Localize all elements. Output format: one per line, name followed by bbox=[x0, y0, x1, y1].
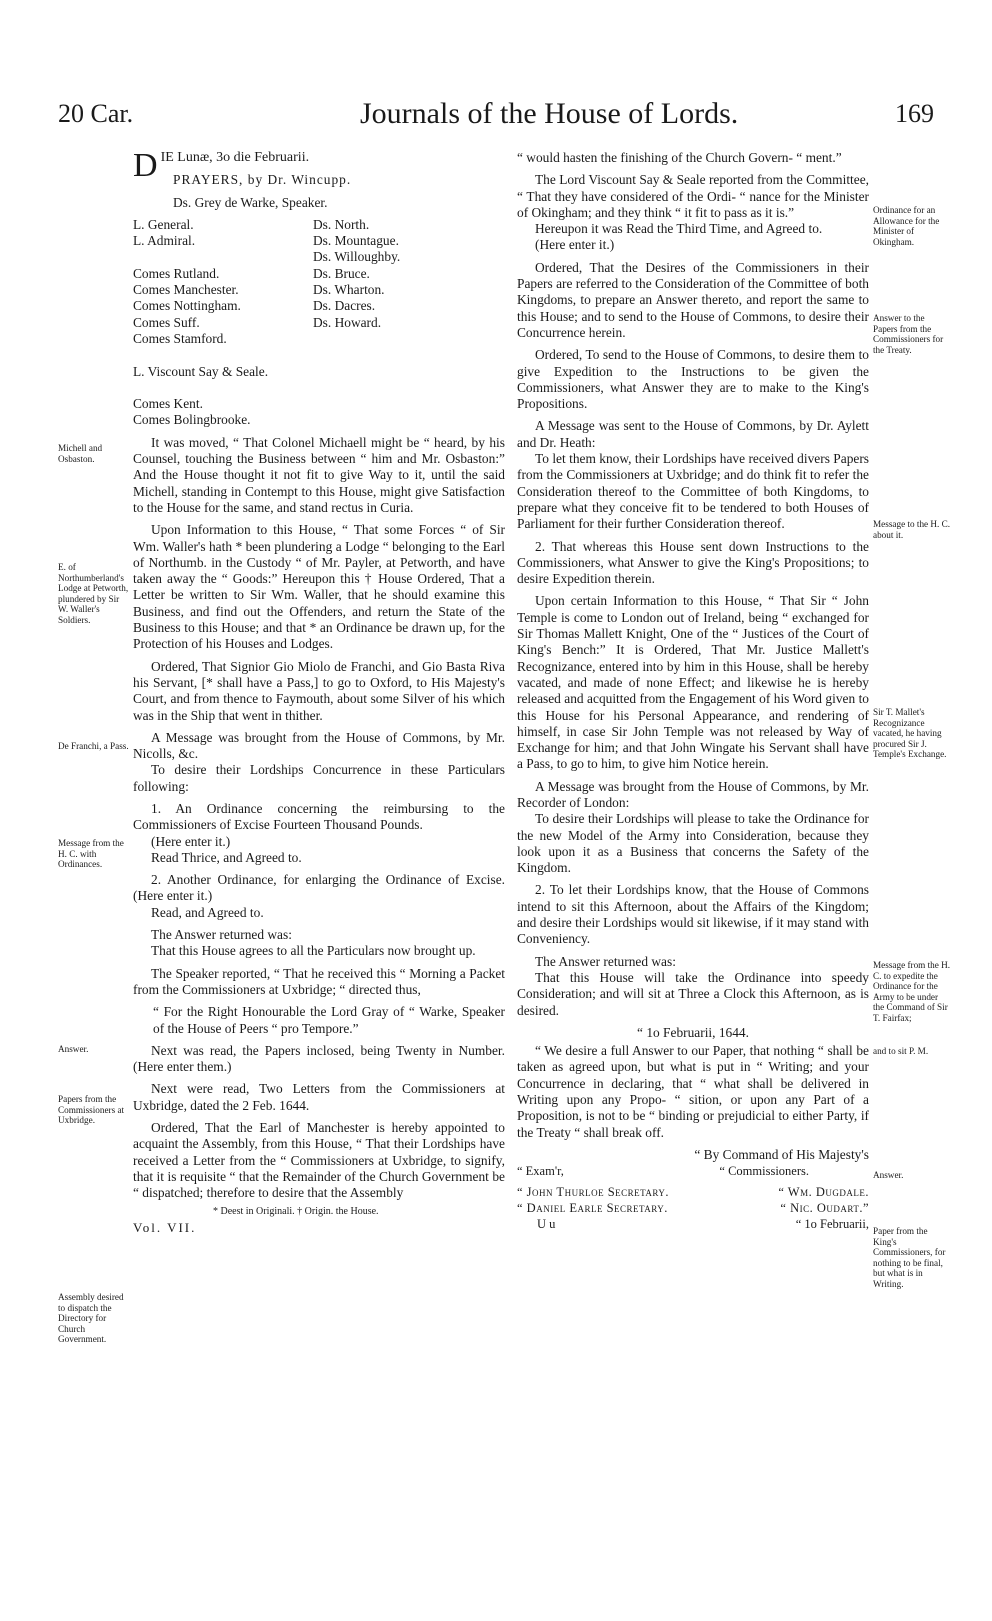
page-title: Journals of the House of Lords. bbox=[360, 97, 739, 130]
entry-message: A Message was brought from the House of Commons, by Mr. Nicolls, &c. bbox=[133, 729, 505, 762]
attendance-roll bbox=[133, 217, 505, 429]
ordinance-one-enter: (Here enter it.) bbox=[151, 833, 231, 849]
margin-note: De Franchi, a Pass. bbox=[58, 741, 129, 751]
roll-column-earls bbox=[133, 217, 313, 429]
roll-entry: Ds. North. bbox=[313, 216, 370, 232]
entry-expedition: Ordered, To send to the House of Commons, to desire them to give Expedition to the Instructions to be given the Commissioners, what Answer they are to make to the King's Propositions. bbox=[517, 347, 869, 412]
entry-okingham: The Lord Viscount Say & Seale reported from the Committee, “ That they have considered of the Ordi- “ nance for the Minister of Okingham; and they think “ it fit to pass as it is.” bbox=[517, 172, 869, 220]
date-line: D IE Lunæ, 3o die Februarii. bbox=[133, 147, 310, 184]
answer-text: That this House will take the Ordinance into speedy Consideration; and will sit at Three a Clock this Afternoon, as is desired. bbox=[517, 969, 869, 1018]
entry-message-desire: To desire their Lordships Concurrence in these Particulars following: bbox=[133, 762, 505, 794]
entry-recorder-second: 2. To let their Lordships know, that the House of Commons intend to sit this Afternoon, about the Affairs of the Kingdom; and desire their Lordships would sit likewise, if it may stand with Conveniency. bbox=[517, 882, 869, 947]
margin-note: Answer. bbox=[58, 1044, 89, 1054]
volume-number: Vol. VII. bbox=[133, 1219, 197, 1235]
margin-note: Message from the H. C. to expedite the Ordinance for the Army to be under the Command of Sir T. Fairfax; bbox=[873, 960, 951, 1023]
papers-read: Next was read, the Papers inclosed, being Twenty in Number. (Here enter them.) bbox=[133, 1042, 505, 1075]
answer-text: That this House agrees to all the Particulars now brought up. bbox=[151, 943, 476, 959]
letter-address: “ For the Right Honourable the Lord Gray of “ Warke, Speaker of the House of Peers “ pro Tempore.” bbox=[153, 1004, 505, 1036]
roll-entry: Ds. Wharton. bbox=[313, 282, 385, 298]
entry-message-sent-body: To let them know, their Lordships have received divers Papers from the Commissioners at Uxbridge; and do think fit to refer the Consideration thereof to the Committee of both Kingdoms, to prepare what they conceive fit to be tendered to both Houses of Parliament for their further Consideration thereof. bbox=[517, 451, 869, 532]
entry-recorder: A Message was brought from the House of Commons, by Mr. Recorder of London: bbox=[517, 778, 869, 810]
signature-row bbox=[517, 1184, 869, 1200]
examiner: “ Exam'r, bbox=[517, 1164, 564, 1179]
by-command: “ By Command of His Majesty's bbox=[694, 1146, 869, 1162]
ordinance-two-read: Read, and Agreed to. bbox=[151, 904, 264, 920]
margin-note: Sir T. Mallet's Recognizance vacated, he having procured Sir J. Temple's Exchange. bbox=[873, 707, 947, 760]
roll-entry: Comes Rutland. bbox=[133, 265, 220, 281]
signature: “ Daniel Earle Secretary. bbox=[517, 1200, 668, 1215]
answer-heading: The Answer returned was: bbox=[151, 927, 292, 943]
margin-note: Message from the H. C. with Ordinances. bbox=[58, 838, 124, 870]
entry-desires: Ordered, That the Desires of the Commissioners in their Papers are referred to the Consideration of the Committee of both Kingdoms, to prepare an Answer thereto, and report the same to this House; and to send to the House of Commons, to desire their Concurrence herein. bbox=[517, 259, 869, 340]
page-number: 169 bbox=[895, 99, 934, 128]
signature-row bbox=[517, 1200, 869, 1216]
speaker-report: The Speaker reported, “ That he received this “ Morning a Packet from the Commissioners at Uxbridge; “ directed thus, bbox=[133, 965, 505, 997]
roll-entry: Comes Nottingham. bbox=[133, 298, 241, 314]
examined-line bbox=[517, 1163, 869, 1179]
entry-okingham-enter: (Here enter it.) bbox=[535, 237, 615, 253]
prayers-line: PRAYERS, by Dr. Wincupp. bbox=[173, 172, 352, 188]
margin-note: Answer to the Papers from the Commissioners for the Treaty. bbox=[873, 313, 944, 355]
roll-entry: Comes Bolingbrooke. bbox=[133, 412, 251, 428]
signature: “ Nic. Oudart.” bbox=[780, 1200, 869, 1215]
margin-note: Message to the H. C. about it. bbox=[873, 519, 951, 540]
roll-entry: L. Viscount Say & Seale. bbox=[133, 363, 269, 379]
speaker-line: Ds. Grey de Warke, Speaker. bbox=[173, 194, 328, 210]
roll-entry bbox=[133, 249, 313, 265]
commissioners: “ Commissioners. bbox=[719, 1164, 809, 1179]
right-column bbox=[517, 150, 869, 1232]
margin-note: and to sit P. M. bbox=[873, 1046, 929, 1056]
margin-note: Ordinance for an Allowance for the Minister of Okingham. bbox=[873, 205, 940, 247]
ordinance-one: 1. An Ordinance concerning the reimbursing to the Commissioners of Excise Fourteen Thousand Pounds. bbox=[133, 800, 505, 833]
roll-entry: L. General. bbox=[133, 216, 194, 232]
margin-note: Assembly desired to dispatch the Directory for Church Government. bbox=[58, 1292, 124, 1345]
ordinance-two: 2. Another Ordinance, for enlarging the Ordinance of Excise. (Here enter it.) bbox=[133, 872, 505, 904]
letters-read: Next were read, Two Letters from the Commissioners at Uxbridge, dated the 2 Feb. 1644. bbox=[133, 1081, 505, 1113]
answer-heading: The Answer returned was: bbox=[535, 953, 676, 969]
ordinance-one-read: Read Thrice, and Agreed to. bbox=[151, 849, 302, 865]
roll-entry bbox=[133, 347, 313, 363]
signature: “ Wm. Dugdale. bbox=[778, 1184, 869, 1199]
continuation: “ would hasten the finishing of the Church Govern- “ ment.” bbox=[517, 150, 842, 165]
entry-message-sent-second: 2. That whereas this House sent down Instructions to the Commissioners, what Answer to give the King's Propositions; to desire Expedition therein. bbox=[517, 538, 869, 587]
entry-michell: It was moved, “ That Colonel Michaell might be “ heard, by his Counsel, touching the Business between “ him and Mr. Osbaston:” And the House thought it not fit to give Way to it, until the said Michell, standing in Contempt to this House, might give Satisfaction to the House for the same, and stand rectus in Curia. bbox=[133, 434, 505, 515]
margin-note: E. of Northumberland's Lodge at Petworth, plundered by Sir W. Waller's Soldiers. bbox=[58, 562, 129, 625]
entry-temple: Upon certain Information to this House, “ That Sir “ John Temple is come to London out of Ireland, being “ exchanged for Sir Thomas Mallett Knight, One of the “ Justices of the Court of King's Bench:” It is Ordered, That Mr. Justice Mallett's Recognizance, entered into by him in this House, shall be hereby vacated, and made of none Effect; and likewise he is hereby released and acquitted from the Engagement of his Word given to this House for his Personal Appearance, and rendering of himself, in case Sir John Temple was not released by Way of Exchange for him; and that John Wingate his Servant shall have a Pass, to go to him, to give him Notice herein. bbox=[517, 593, 869, 772]
roll-entry: Comes Suff. bbox=[133, 314, 200, 330]
roll-entry: Ds. Dacres. bbox=[313, 298, 376, 314]
roll-column-barons bbox=[313, 217, 493, 429]
roll-entry: Comes Stamford. bbox=[133, 330, 227, 346]
paper-date: “ 1o Februarii, 1644. bbox=[637, 1024, 749, 1040]
roll-entry: Comes Kent. bbox=[133, 396, 203, 412]
catchword-row bbox=[517, 1216, 869, 1232]
drop-cap: D bbox=[133, 147, 158, 184]
margin-note: Papers from the Commissioners at Uxbridge. bbox=[58, 1094, 125, 1126]
roll-entry: Ds. Bruce. bbox=[313, 265, 370, 281]
margin-note: Answer. bbox=[873, 1170, 904, 1180]
left-column bbox=[133, 147, 505, 1242]
footnotes: * Deest in Originali. † Origin. the House. bbox=[213, 1205, 379, 1217]
roll-entry: Ds. Mountague. bbox=[313, 233, 399, 249]
roll-entry: L. Admiral. bbox=[133, 233, 196, 249]
kings-paper: “ We desire a full Answer to our Paper, that nothing “ shall be taken as agreed upon, but what is put in “ Writing; and your Concurrence in declaring, that “ what shall be delivered in Writing upon any Propo- “ sition, or upon any Part of a Proposition, is not to be “ binding or prejudicial to either Party, if the Treaty “ shall break off. bbox=[517, 1043, 869, 1140]
regnal-year: 20 Car. bbox=[58, 99, 134, 128]
entry-okingham-read: Hereupon it was Read the Third Time, and Agreed to. bbox=[535, 221, 823, 237]
roll-entry: Ds. Willoughby. bbox=[313, 249, 401, 265]
signature-mark: U u bbox=[537, 1217, 556, 1232]
margin-note: Michell and Osbaston. bbox=[58, 443, 103, 464]
entry-manchester: Ordered, That the Earl of Manchester is hereby appointed to acquaint the Assembly, from this House, “ That their Lordships have received a Letter from the “ Commissioners at Uxbridge, to signify, that it is requisite “ that the Remainder of the Church Government be “ dispatched; therefore to desire that the Assembly bbox=[133, 1120, 505, 1201]
margin-note: Paper from the King's Commissioners, for nothing to be final, but what is in Writing. bbox=[873, 1226, 946, 1289]
entry-message-sent: A Message was sent to the House of Commons, by Dr. Aylett and Dr. Heath: bbox=[517, 418, 869, 450]
entry-recorder-body: To desire their Lordships will please to take the Ordinance for the new Model of the Army into Consideration, because they look upon it as a Business that concerns the Safety of the Kingdom. bbox=[517, 811, 869, 876]
entry-franchi: Ordered, That Signior Gio Miolo de Franchi, and Gio Basta Riva his Servant, [* shall have a Pass,] to go to Oxford, to His Majesty's Court, and from thence to Faymouth, about some Silver of his which was in the Ship that went in thither. bbox=[133, 658, 505, 723]
entry-northumberland: Upon Information to this House, “ That some Forces “ of Sir Wm. Waller's hath * been plundering a Lodge “ belonging to the Earl of Northumb. in the Custody “ of Mr. Payler, at Petworth, and have taken away the “ Goods:” Hereupon this † House Ordered, That a Letter be written to Sir Wm. Waller, that he should examine this Business, and find out the Offenders, and return the State of the Business to this House; and that * an Ordinance be drawn up, for the Protection of his Houses and Lodges. bbox=[133, 522, 505, 652]
roll-entry bbox=[133, 380, 313, 396]
signature: “ John Thurloe Secretary. bbox=[517, 1184, 670, 1199]
catchword: “ 1o Februarii, bbox=[795, 1217, 869, 1232]
roll-entry: Ds. Howard. bbox=[313, 314, 382, 330]
roll-entry: Comes Manchester. bbox=[133, 282, 239, 298]
